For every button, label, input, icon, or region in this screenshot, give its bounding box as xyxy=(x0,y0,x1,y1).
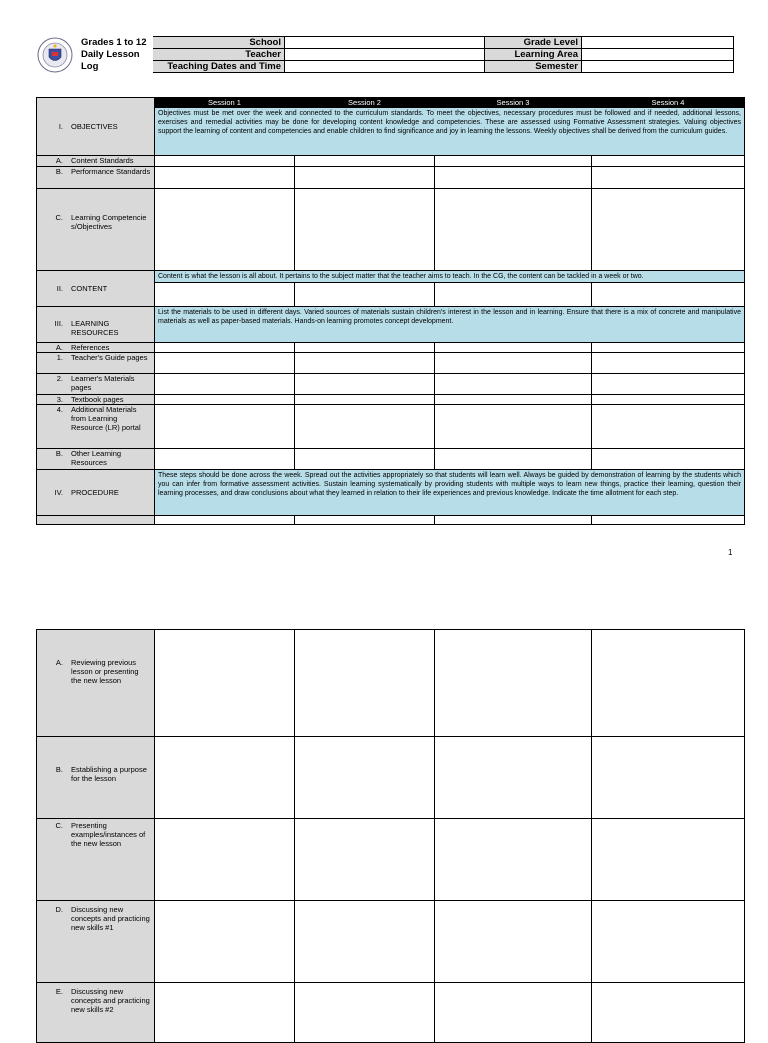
cell[interactable] xyxy=(435,353,592,374)
cell[interactable] xyxy=(435,983,592,1043)
resources-desc-row xyxy=(37,307,745,343)
table-row xyxy=(37,374,745,395)
cell[interactable] xyxy=(155,819,295,901)
table-row xyxy=(37,189,745,271)
cell[interactable] xyxy=(435,167,592,189)
table-row xyxy=(37,737,745,819)
cell[interactable] xyxy=(155,449,295,470)
objectives-description: Objectives must be met over the week and connected to the curriculum standards. To meet the objectives, necessary procedures must be followed and if needed, additional lessons, exercises and remedial activities may be done for developing content knowledge and competencies. These are assessed using Formative Assessment strategies. Valuing objectives support the learning of content and competencies and enable children to find significance and joy in learning the lessons. Weekly objectives shall be derived from the curriculum guides. xyxy=(155,108,745,156)
cell[interactable] xyxy=(295,405,435,449)
cell[interactable] xyxy=(155,353,295,374)
cell[interactable] xyxy=(435,395,592,405)
cell[interactable] xyxy=(155,189,295,271)
row-number: E. xyxy=(55,987,63,996)
cell[interactable] xyxy=(592,167,745,189)
cell[interactable] xyxy=(295,353,435,374)
cell[interactable] xyxy=(295,156,435,167)
row-number: B. xyxy=(55,167,63,176)
row-number: C. xyxy=(55,213,63,222)
cell[interactable] xyxy=(435,630,592,737)
learning-area-label: Learning Area xyxy=(485,49,582,61)
row-label: Performance Standards xyxy=(71,167,151,176)
teacher-label: Teacher xyxy=(153,49,285,61)
row-label: Presenting examples/instances of the new lesson xyxy=(71,821,146,848)
row-number: D. xyxy=(55,905,63,914)
cell[interactable] xyxy=(295,516,435,525)
cell[interactable] xyxy=(295,374,435,395)
row-number: A. xyxy=(55,343,63,352)
cell[interactable] xyxy=(435,405,592,449)
semester-label: Semester xyxy=(485,61,582,73)
cell[interactable] xyxy=(155,343,295,353)
row-label: Textbook pages xyxy=(71,395,124,404)
row-label: Content Standards xyxy=(71,156,134,165)
row-label: Reviewing previous lesson or presenting the new lesson xyxy=(71,658,139,685)
table-row xyxy=(37,353,745,374)
cell[interactable] xyxy=(435,283,592,307)
cell[interactable] xyxy=(155,983,295,1043)
section-label: PROCEDURE xyxy=(71,488,119,497)
section-number: IV. xyxy=(54,488,63,497)
cell[interactable] xyxy=(155,395,295,405)
row-label: Learning Competencies/Objectives xyxy=(71,213,147,231)
objectives-label-cell xyxy=(37,98,155,156)
cell[interactable] xyxy=(295,449,435,470)
cell[interactable] xyxy=(155,516,295,525)
content-desc-row xyxy=(37,271,745,283)
cell[interactable] xyxy=(592,189,745,271)
cell[interactable] xyxy=(295,737,435,819)
table-row xyxy=(37,156,745,167)
session-3-header: Session 3 xyxy=(435,98,592,108)
cell[interactable] xyxy=(435,449,592,470)
deped-seal-icon xyxy=(37,37,73,73)
cell[interactable] xyxy=(295,819,435,901)
session-1-header: Session 1 xyxy=(155,98,295,108)
cell[interactable] xyxy=(435,156,592,167)
dates-field[interactable] xyxy=(285,61,485,73)
cell[interactable] xyxy=(592,283,745,307)
cell[interactable] xyxy=(155,167,295,189)
cell[interactable] xyxy=(435,343,592,353)
resources-label-cell xyxy=(37,307,155,343)
table-row xyxy=(37,167,745,189)
cell[interactable] xyxy=(592,374,745,395)
table-row xyxy=(37,343,745,353)
section-label: LEARNING RESOURCES xyxy=(71,319,119,337)
section-number: I. xyxy=(58,122,63,131)
header-row xyxy=(77,49,734,61)
cell[interactable] xyxy=(435,374,592,395)
page-number: 1 xyxy=(728,548,733,557)
procedure-desc-row xyxy=(37,470,745,516)
row-number: 1. xyxy=(56,353,63,362)
cell[interactable] xyxy=(592,630,745,737)
table-row xyxy=(37,630,745,737)
grade-level-field[interactable] xyxy=(582,37,734,49)
cell[interactable] xyxy=(295,630,435,737)
row-number: B. xyxy=(55,765,63,774)
row-number: B. xyxy=(55,449,63,458)
cell[interactable] xyxy=(155,737,295,819)
section-number: III. xyxy=(54,319,63,328)
title-line-3: Log xyxy=(81,61,99,72)
cell[interactable] xyxy=(592,901,745,983)
cell[interactable] xyxy=(295,983,435,1043)
cell[interactable] xyxy=(592,156,745,167)
table-row xyxy=(37,449,745,470)
cell[interactable] xyxy=(295,395,435,405)
semester-field[interactable] xyxy=(582,61,734,73)
cell[interactable] xyxy=(592,343,745,353)
row-number: A. xyxy=(55,156,63,165)
title-line-1: Grades 1 to 12 xyxy=(81,37,147,48)
row-number: A. xyxy=(55,658,63,667)
cell[interactable] xyxy=(592,353,745,374)
table-row xyxy=(37,983,745,1043)
content-description: Content is what the lesson is all about. It pertains to the subject matter that the teacher aims to teach. In the CG, the content can be tackled in a week or two. xyxy=(155,271,745,283)
row-label: References xyxy=(71,343,110,352)
school-field[interactable] xyxy=(285,37,485,49)
section-number: II. xyxy=(56,284,63,293)
table-row xyxy=(37,901,745,983)
cell[interactable] xyxy=(435,189,592,271)
learning-area-field[interactable] xyxy=(582,49,734,61)
session-2-header: Session 2 xyxy=(295,98,435,108)
lesson-log-table xyxy=(36,97,745,525)
row-number: 3. xyxy=(56,395,63,404)
cell[interactable] xyxy=(155,901,295,983)
row-number: 2. xyxy=(56,374,63,383)
cell[interactable] xyxy=(592,395,745,405)
header-table xyxy=(76,36,734,73)
table-row xyxy=(37,405,745,449)
table-row xyxy=(37,516,745,525)
cell[interactable] xyxy=(295,283,435,307)
row-label: Teacher's Guide pages xyxy=(71,353,148,362)
section-label: OBJECTIVES xyxy=(71,122,118,131)
cell[interactable] xyxy=(592,449,745,470)
row-number: C. xyxy=(55,821,63,830)
session-4-header: Session 4 xyxy=(592,98,745,108)
sessions-header-row xyxy=(37,98,745,108)
cell[interactable] xyxy=(435,516,592,525)
cell[interactable] xyxy=(155,283,295,307)
content-label-cell xyxy=(37,271,155,307)
cell[interactable] xyxy=(592,737,745,819)
teacher-field[interactable] xyxy=(285,49,485,61)
row-label: Additional Materials from Learning Resource (LR) portal xyxy=(71,405,141,432)
section-label: CONTENT xyxy=(71,284,108,293)
title-line-2: Daily Lesson xyxy=(81,49,140,60)
cell[interactable] xyxy=(435,819,592,901)
row-number: 4. xyxy=(56,405,63,414)
cell[interactable] xyxy=(155,374,295,395)
row-label: Discussing new concepts and practicing new skills #1 xyxy=(71,905,150,932)
cell[interactable] xyxy=(155,156,295,167)
cell[interactable] xyxy=(295,901,435,983)
procedure-table xyxy=(36,629,745,1043)
cell[interactable] xyxy=(295,167,435,189)
cell[interactable] xyxy=(435,737,592,819)
cell[interactable] xyxy=(592,983,745,1043)
cell[interactable] xyxy=(155,405,295,449)
cell[interactable] xyxy=(295,343,435,353)
cell[interactable] xyxy=(155,630,295,737)
cell[interactable] xyxy=(435,901,592,983)
cell[interactable] xyxy=(295,189,435,271)
table-row xyxy=(37,819,745,901)
cell[interactable] xyxy=(592,516,745,525)
dates-label: Teaching Dates and Time xyxy=(153,61,285,73)
procedure-description: These steps should be done across the week. Spread out the activities appropriately so that students will learn well. Always be guided by demonstration of learning by the students which you can infer from formative assessment activities. Sustain learning systematically by providing students with multiple ways to learn new things, practice their learning, question their learning processes, and draw conclusions about what they learned in relation to their life experiences and previous knowledge. Indicate the time allotment for each step. xyxy=(155,470,745,516)
header-row xyxy=(77,37,734,49)
row-label: Other Learning Resources xyxy=(71,449,122,467)
resources-description: List the materials to be used in different days. Varied sources of materials sustain children's interest in the lesson and in learning. Ensure that there is a mix of concrete and manipulative materials as well as paper-based materials. Hands-on learning promotes concept development. xyxy=(155,307,745,343)
grade-level-label: Grade Level xyxy=(485,37,582,49)
school-label: School xyxy=(153,37,285,49)
cell[interactable] xyxy=(592,405,745,449)
header-row xyxy=(77,61,734,73)
procedure-label-cell xyxy=(37,470,155,516)
row-label: Discussing new concepts and practicing new skills #2 xyxy=(71,987,150,1014)
row-label: Learner's Materials pages xyxy=(71,374,135,392)
cell[interactable] xyxy=(592,819,745,901)
table-row xyxy=(37,395,745,405)
row-label: Establishing a purpose for the lesson xyxy=(71,765,147,783)
